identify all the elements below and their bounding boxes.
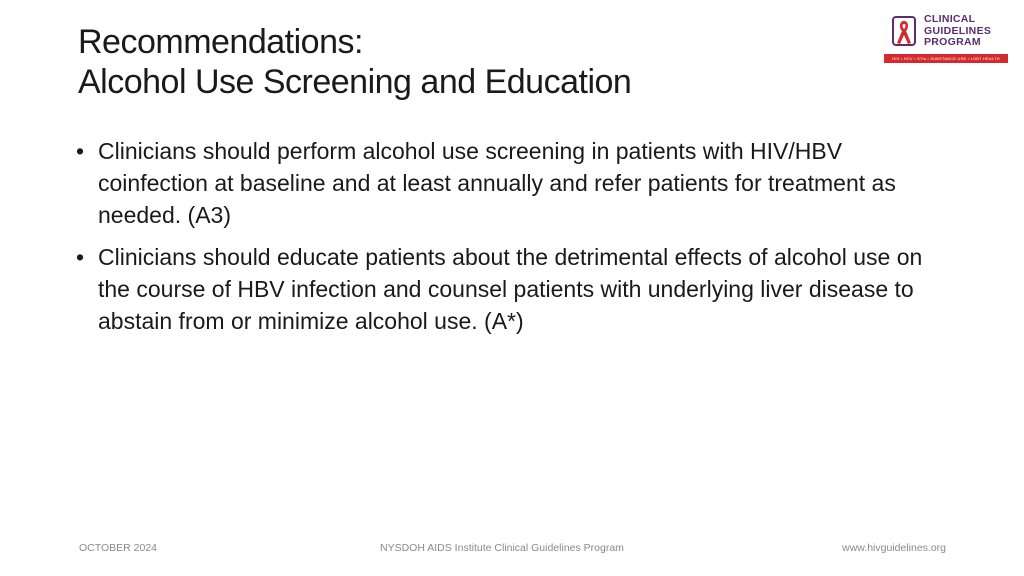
logo-word-program: PROGRAM	[924, 36, 981, 48]
red-ribbon-icon	[892, 16, 920, 50]
bullet-marker: •	[76, 244, 85, 270]
title-line-2: Alcohol Use Screening and Education	[78, 63, 632, 101]
recommendation-list	[74, 135, 954, 347]
logo-word-guidelines: GUIDELINES	[924, 24, 992, 37]
recommendation-item	[74, 135, 954, 231]
logo-wordmark	[924, 14, 991, 49]
title-line-1: Recommendations:	[78, 23, 363, 61]
logo-tagline-strip: HIV • HCV • STIs • SUBSTANCE USE • LGBT HEALTH	[884, 54, 1008, 63]
recommendation-text: Clinicians should educate patients about the detrimental effects of alcohol use on the course of HBV infection and counsel patients with underlying liver disease to abstain from or minimize alcohol use. (A*)	[98, 244, 923, 334]
footer-date: OCTOBER 2024	[79, 542, 158, 554]
logo-word-clinical: CLINICAL	[924, 13, 976, 25]
clinical-guidelines-program-logo	[884, 12, 1008, 64]
recommendation-item	[74, 241, 954, 337]
footer-website-link[interactable]: www.hivguidelines.org	[842, 542, 946, 554]
recommendation-text: Clinicians should perform alcohol use screening in patients with HIV/HBV coinfection at baseline and at least annually and refer patients for treatment as needed. (A3)	[98, 138, 896, 228]
footer-organization: NYSDOH AIDS Institute Clinical Guidelines Program	[380, 542, 624, 554]
bullet-marker: •	[76, 138, 85, 164]
slide-title	[78, 22, 838, 102]
